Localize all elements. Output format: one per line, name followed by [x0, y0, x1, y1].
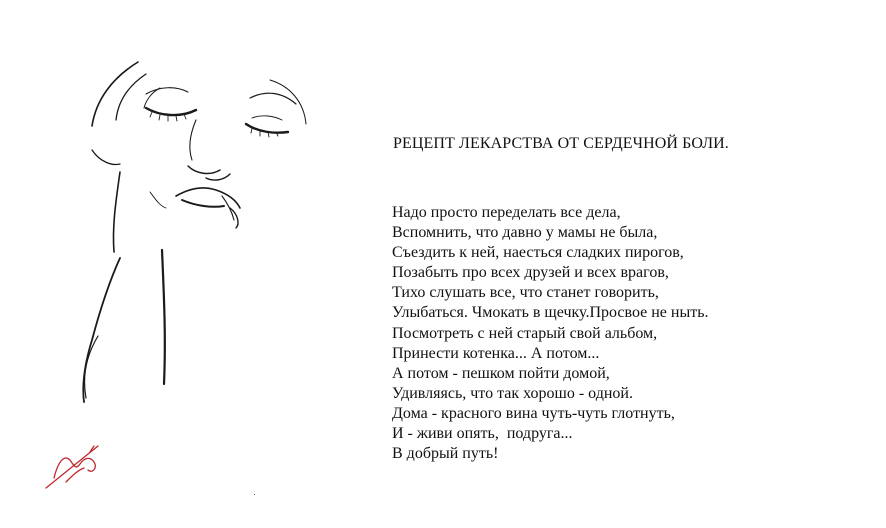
poem-line: Тихо слушать все, что станет говорить,	[392, 284, 659, 302]
face-contour-left	[113, 172, 120, 252]
lip-line	[182, 200, 224, 207]
poem-line: Надо просто переделать все дела,	[392, 204, 621, 221]
eyelid-crease	[252, 116, 282, 120]
poem-line: Позабыть про всех друзей и всех врагов,	[392, 264, 669, 282]
jaw-contour	[83, 258, 120, 402]
signature-mark	[46, 446, 98, 488]
poem-title: РЕЦЕПТ ЛЕКАРСТВА ОТ СЕРДЕЧНОЙ БОЛИ.	[393, 135, 729, 152]
nose-tip	[188, 166, 220, 173]
poem-line: Вспомнить, что давно у мамы не была,	[392, 224, 658, 242]
poem-line: В добрый путь!	[392, 445, 499, 463]
left-eye-closed	[146, 108, 196, 115]
chin	[150, 192, 166, 208]
poem-line: Съездить к ней, наесться сладких пирогов,	[392, 244, 684, 262]
poem-text	[392, 203, 709, 464]
nostril	[206, 174, 230, 180]
poem-line: И - живи опять, подруга...	[392, 425, 573, 443]
hair-stroke	[116, 74, 146, 120]
hair-stroke	[92, 62, 138, 126]
poem-line: Принести котенка... А потом...	[392, 344, 600, 362]
mouth-corner	[222, 196, 234, 220]
cheek-contour	[92, 150, 120, 164]
right-brow	[250, 93, 296, 104]
stray-dot	[254, 494, 255, 495]
poem-line: А потом - пешком пойти домой,	[392, 364, 610, 382]
poem-line: Удивляясь, что так хорошо - одной.	[392, 384, 633, 402]
poem-line: Дома - красного вина чуть-чуть глотнуть,	[392, 404, 675, 422]
poem-line: Посмотреть с ней старый свой альбом,	[392, 324, 658, 342]
nose-bridge	[190, 120, 196, 160]
poem-line: Улыбаться. Чмокать в щечку.Просвое не ныть.	[392, 304, 709, 322]
upper-lip	[176, 188, 240, 208]
neck-line-right	[162, 250, 165, 384]
